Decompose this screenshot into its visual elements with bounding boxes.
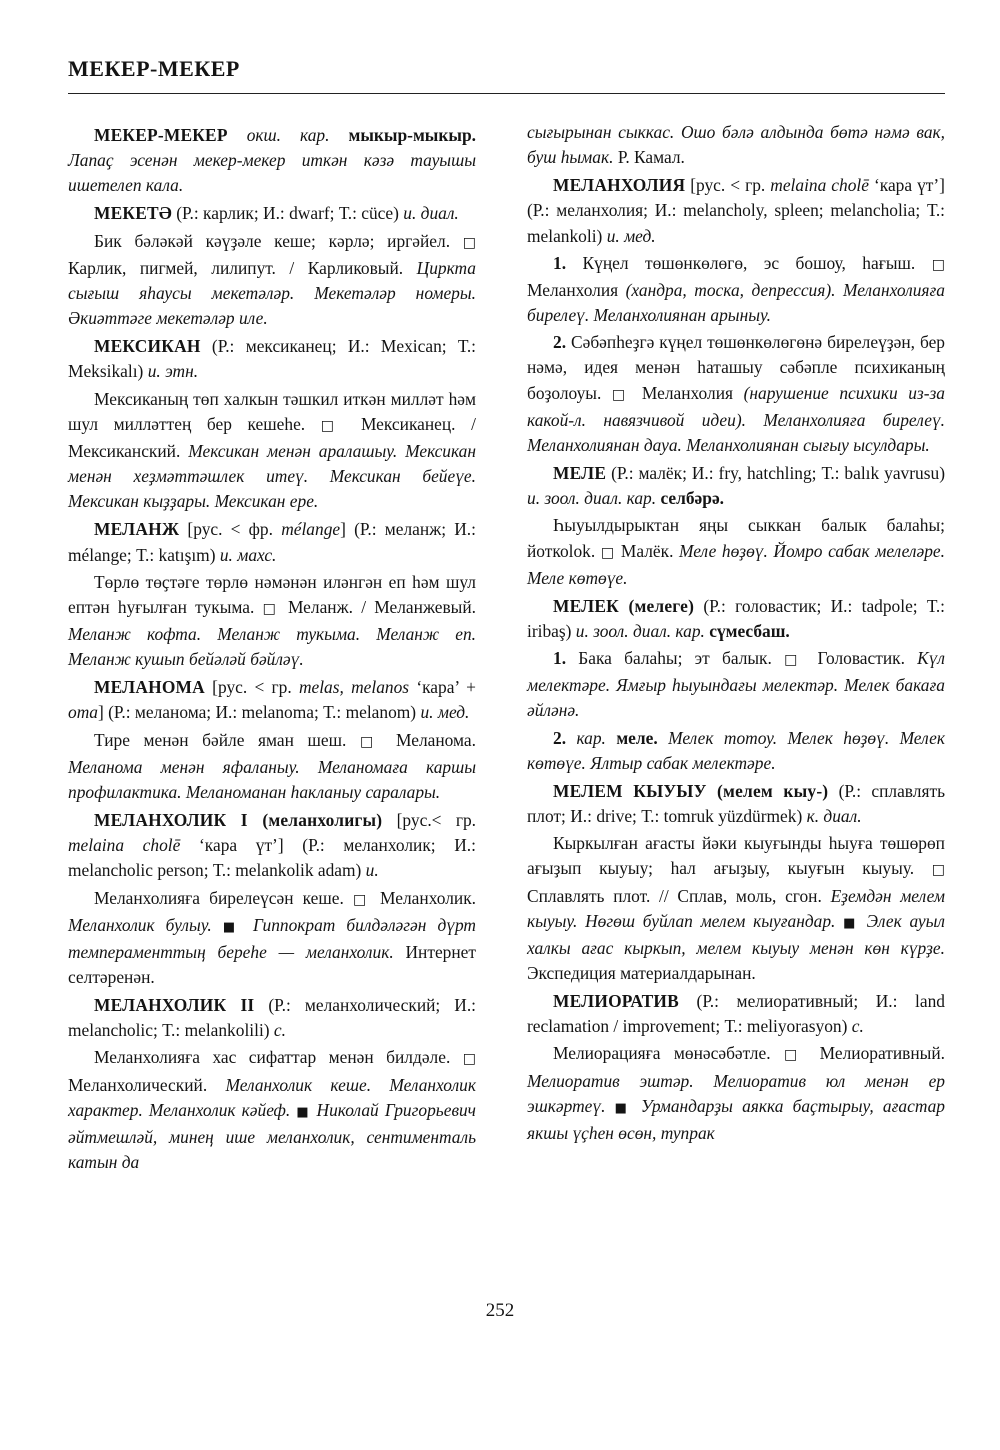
entry-definition: Кыркылған ағасты йәки кыуғынды һыуға төшөрөп ағыҙып кыуыу; һал ағыҙыу, кыуғын кыуыу. □ Сплавлять плот. // Сплав, моль, сгон. Еҙемдән мелем кыуыу. Нөгөш буйлап мелем кыуғандар. ■ Элек ауыл халкы ағас кыркып, мелем кыуыу менән көн күрҙе. Экспедиция материалдарынан. xyxy=(527,833,946,983)
dictionary-entry: МЕЛАНОМА [рус. < гр. melas, melanos ‘кара’ + oma] (Р.: меланома; И.: melanoma; Т.: melanom) и. мед. xyxy=(68,677,476,723)
left-column xyxy=(68,120,476,1175)
entry-definition: Мексиканың төп халкын тәшкил иткән милләт һәм шул милләттең бер кешеһе. □ Мексиканец. / Мексиканский. Мексикан менән аралашыу. Мексикан менән хеҙмәттәшлек итеү. Мексикан бейеүе. Мексикан кыҙҙары. Мексикан ере. xyxy=(68,388,477,512)
dictionary-entry: МЕЛИОРАТИВ (Р.: мелиоративный; И.: land reclamation / improvement; Т.: meliyorasyon) с. xyxy=(527,991,945,1037)
dictionary-entry: МЕЛЕК (мелеге) (Р.: головастик; И.: tadpole; Т.: iribaş) и. зоол. диал. кар. сүмесбаш. xyxy=(527,595,945,641)
entry-definition: 2. кар. меле. Мелек тотоу. Мелек һөҙөү. Мелек көтөүе. Ялтыр сабак мелектәре. xyxy=(527,727,945,773)
dictionary-entry: МЕЛАНЖ [рус. < фр. mélange] (Р.: меланж; И.: mélange; Т.: katışım) и. махс. xyxy=(68,519,476,565)
entry-definition: Бик бәләкәй кәүҙәле кеше; кәрлә; иргәйел. □ Карлик, пигмей, лилипут. / Карликовый. Циркта сығыш яһаусы мекетәләр. Мекетәләр номеры. Әкиәттәге мекетәләр иле. xyxy=(68,230,476,329)
entry-definition: Меланхолияға хас сифаттар менән билдәле. □ Меланхолический. Меланхолик кеше. Меланхолик характер. Меланхолик кәйеф. ■ Николай Григорьевич әйтмешләй, минең ише меланхолик, сентименталь катын да xyxy=(68,1047,476,1173)
entry-definition: Тире менән бәйле яман шеш. □ Меланома. Меланома менән яфаланыу. Меланомаға каршы профилактика. Меланоманан һакланыу саралары. xyxy=(68,729,476,802)
entry-definition: Мелиорацияға мөнәсәбәтле. □ Мелиоративный. Мелиоратив эштәр. Мелиоратив юл менән ер эшкәртеү. ■ Урмандарҙы аякка баҫтырыу, ағастар якшы үҫһен өсөн, тупрак xyxy=(527,1043,945,1143)
entry-definition: 1. Бака балаһы; эт балык. □ Головастик. Күл мелектәре. Ямғыр һыуындағы мелектәр. Мелек бакаға әйләнә. xyxy=(527,648,945,721)
page-number: 252 xyxy=(485,1300,515,1321)
running-head: МЕКЕР-МЕКЕР xyxy=(68,56,240,81)
right-column xyxy=(527,120,945,1146)
entry-definition: 2. Сәбәпһеҙгә күңел төшөнкөлөгөнә бирелеүҙән, бер нәмә, идея менән һаташыу сәбәпле психиканың боҙолоуы. □ Меланхолия (нарушение психики из-за какой-л. навязчивой идеи). Меланхолияға бирелеү. Меланхолиянан дауа. Меланхолиянан сығыу ысулдары. xyxy=(527,332,945,455)
dictionary-entry: МЕКЕР-МЕКЕР окш. кар. мыкыр-мыкыр. Лапаҫ эсенән мекер-мекер иткән кәзә тауышы ишетелеп кала. xyxy=(68,125,476,196)
continued-text: сығырынан сыккас. Ошо бәлә алдында бөтә нәмә вак, буш һымак. Р. Камал. xyxy=(527,122,945,168)
dictionary-entry: МЕЛАНХОЛИК II (Р.: меланхолический; И.: melancholic; Т.: melankolili) с. xyxy=(68,995,476,1041)
entry-definition: Төрлө төҫтәге төрлө нәмәнән иләнгән еп һәм шул ептән һуғылған тукыма. □ Меланж. / Меланжевый. Меланж кофта. Меланж тукыма. Меланж еп. Меланж кушып бейәләй бәйләү. xyxy=(68,571,476,670)
dictionary-entry: МЕЛЕ (Р.: малёк; И.: fry, hatchling; Т.: balık yavrusu) и. зоол. диал. кар. селбәрә. xyxy=(527,463,945,509)
header-rule xyxy=(68,93,945,94)
dictionary-entry: МЕЛАНХОЛИК I (меланхолигы) [рус.< гр. melaina cholē ‘кара үт’] (Р.: меланхолик; И.: melancholic person; Т.: melankolik adam) и. xyxy=(68,810,476,881)
entry-definition: 1. Күңел төшөнкөлөгө, эс бошоу, һағыш. □ Меланхолия (хандра, тоска, депрессия). Меланхолияға бирелеү. Меланхолиянан арыныу. xyxy=(527,252,945,326)
entry-definition: Һыуылдырыктан яңы сыккан балык балаһы; йоткоlok. □ Малёк. Меле һөҙөү. Йомро сабак мелеләре. Меле көтөүе. xyxy=(527,515,945,588)
entry-definition: Меланхолияға бирелеүсән кеше. □ Меланхолик. Меланхолик булыу. ■ Гиппократ билдәләгән дүрт темпераменттың береһе — меланхолик. Интернет селтәренән. xyxy=(68,887,476,987)
dictionary-entry: МЕКЕТӘ (Р.: карлик; И.: dwarf; Т.: cüce) и. диал. xyxy=(94,203,459,224)
dictionary-entry: МЕЛАНХОЛИЯ [рус. < гр. melaina cholē ‘кара үт’] (Р.: меланхолия; И.: melancholy, spleen; melancholia; Т.: melankoli) и. мед. xyxy=(527,175,945,246)
dictionary-entry: МЕЛЕМ КЫУЫУ (мелем кыу-) (Р.: сплавлять плот; И.: drive; Т.: tomruk yüzdürmek) к. диал. xyxy=(527,780,945,827)
dictionary-entry: МЕКСИКАН (Р.: мексиканец; И.: Mexican; Т.: Meksikalı) и. этн. xyxy=(68,336,476,382)
